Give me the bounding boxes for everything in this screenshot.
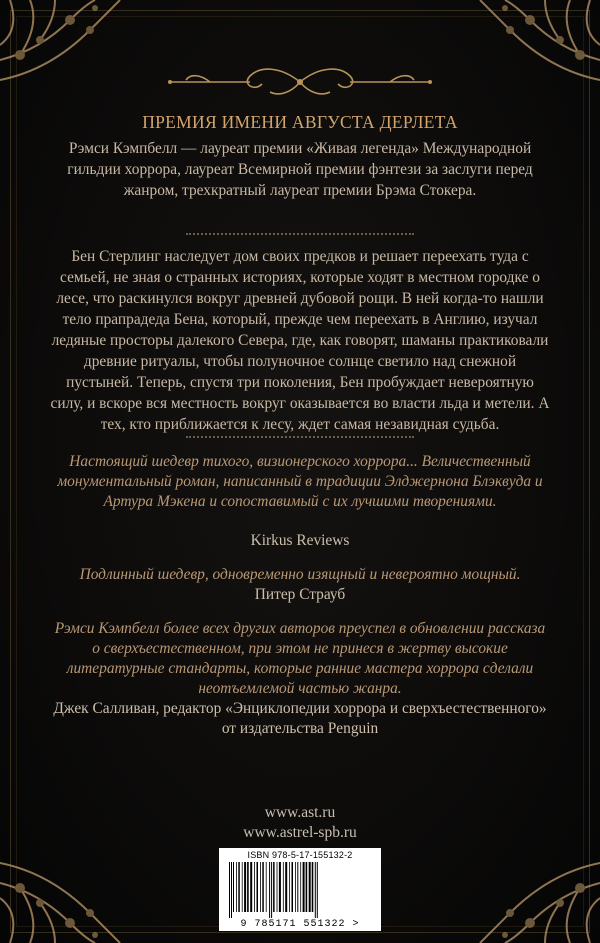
flourish-ornament-top xyxy=(150,62,450,102)
review-author-straub: Питер Страуб xyxy=(254,586,346,603)
barcode-bar xyxy=(238,862,240,912)
review-quote-straub: Подлинный шедевр, одновременно изящный и невероятно мощный. xyxy=(79,566,521,583)
review-author-sullivan: Джек Салливан, редактор «Энциклопедии хоррора и сверхъестественного» от издательства Penguin xyxy=(53,700,547,737)
barcode-bar xyxy=(244,862,246,912)
barcode-bar xyxy=(271,862,272,918)
barcode-bar xyxy=(289,862,290,912)
publisher-url-ast[interactable]: www.ast.ru xyxy=(264,804,336,821)
barcode-bar xyxy=(247,862,249,912)
barcode-bar xyxy=(233,862,234,912)
ean-number: 9 785171 551322 > xyxy=(240,919,360,930)
barcode-bar xyxy=(231,862,232,918)
barcode-bar xyxy=(242,862,243,912)
barcode-bar xyxy=(303,862,305,912)
publisher-url-astrel[interactable]: www.astrel-spb.ru xyxy=(243,824,357,841)
barcode-bar xyxy=(277,862,278,912)
dotted-divider xyxy=(186,436,414,440)
barcode-bar xyxy=(297,862,298,912)
barcode-bar xyxy=(260,862,261,912)
barcode-bar xyxy=(250,862,252,912)
barcode-bar xyxy=(269,862,270,918)
author-credentials-paragraph: Рэмси Кэмпбелл — лауреат премии «Живая легенда» Международной гильдии хоррора, лауреат Всемирной премии фэнтези за заслуги перед жанром, трехкратный лауреат премии Брэма Стокера. xyxy=(67,140,533,199)
barcode-bar xyxy=(273,862,275,912)
barcode-bar xyxy=(262,862,264,912)
barcode-bar xyxy=(257,862,259,912)
barcode-bar xyxy=(306,862,308,912)
barcode-bar xyxy=(315,862,316,918)
barcode-bar xyxy=(266,862,267,912)
barcode-bar xyxy=(317,862,318,918)
barcode-bar xyxy=(312,862,314,912)
review-quote-sullivan: Рэмси Кэмпбелл более всех других авторов преуспел в обновлении рассказа о сверхъестественном, при этом не принеся в жертву высокие литературные стандарты, которые ранние мастера хоррора сделали неотъемлемой частью жанра. xyxy=(54,620,546,697)
barcode-bar xyxy=(285,862,287,912)
barcode-bar xyxy=(283,862,284,912)
barcode-bar xyxy=(279,862,281,912)
barcode-bars xyxy=(225,862,375,918)
barcode-bar xyxy=(295,862,296,912)
review-author-kirkus: Kirkus Reviews xyxy=(250,532,350,549)
barcode-bar xyxy=(254,862,255,912)
review-quote-kirkus: Настоящий шедевр тихого, визионерского хоррора... Величественный монументальный роман, написанный в традиции Элджернона Блэквуда и Артура Мэкена и сопоставимый с их лучшими творениями. xyxy=(57,453,543,510)
synopsis-paragraph: Бен Стерлинг наследует дом своих предков и решает переехать туда с семьей, не зная о странных историях, которые ходят в местном городке о лесе, что раскинулся вокруг древней дубовой рощи. В ней когда-то нашли тело прапрадеда Бена, который, прежде чем переехать в Англию, изучал ледяные просторы далекого Севера, где, как говорят, шаманы практиковали древние ритуалы, чтобы полуночное солнце светило над снежной пустыней. Теперь, спустя три поколения, Бен пробуждает невероятную силу, и вскоре вся местность вокруг оказывается во власти льда и метели. А тех, кто приближается к лесу, ждет самая незавидная судьба. xyxy=(50,248,550,433)
dotted-divider xyxy=(186,233,414,237)
award-heading: ПРЕМИЯ ИМЕНИ АВГУСТА ДЕРЛЕТА xyxy=(142,112,458,132)
barcode-bar xyxy=(309,862,311,912)
barcode-bar xyxy=(229,862,230,918)
barcode-bar xyxy=(300,862,301,912)
isbn-number: ISBN 978-5-17-155132-2 xyxy=(247,850,353,860)
isbn-barcode xyxy=(219,848,381,931)
barcode-bar xyxy=(292,862,294,912)
barcode-bar xyxy=(236,862,237,912)
